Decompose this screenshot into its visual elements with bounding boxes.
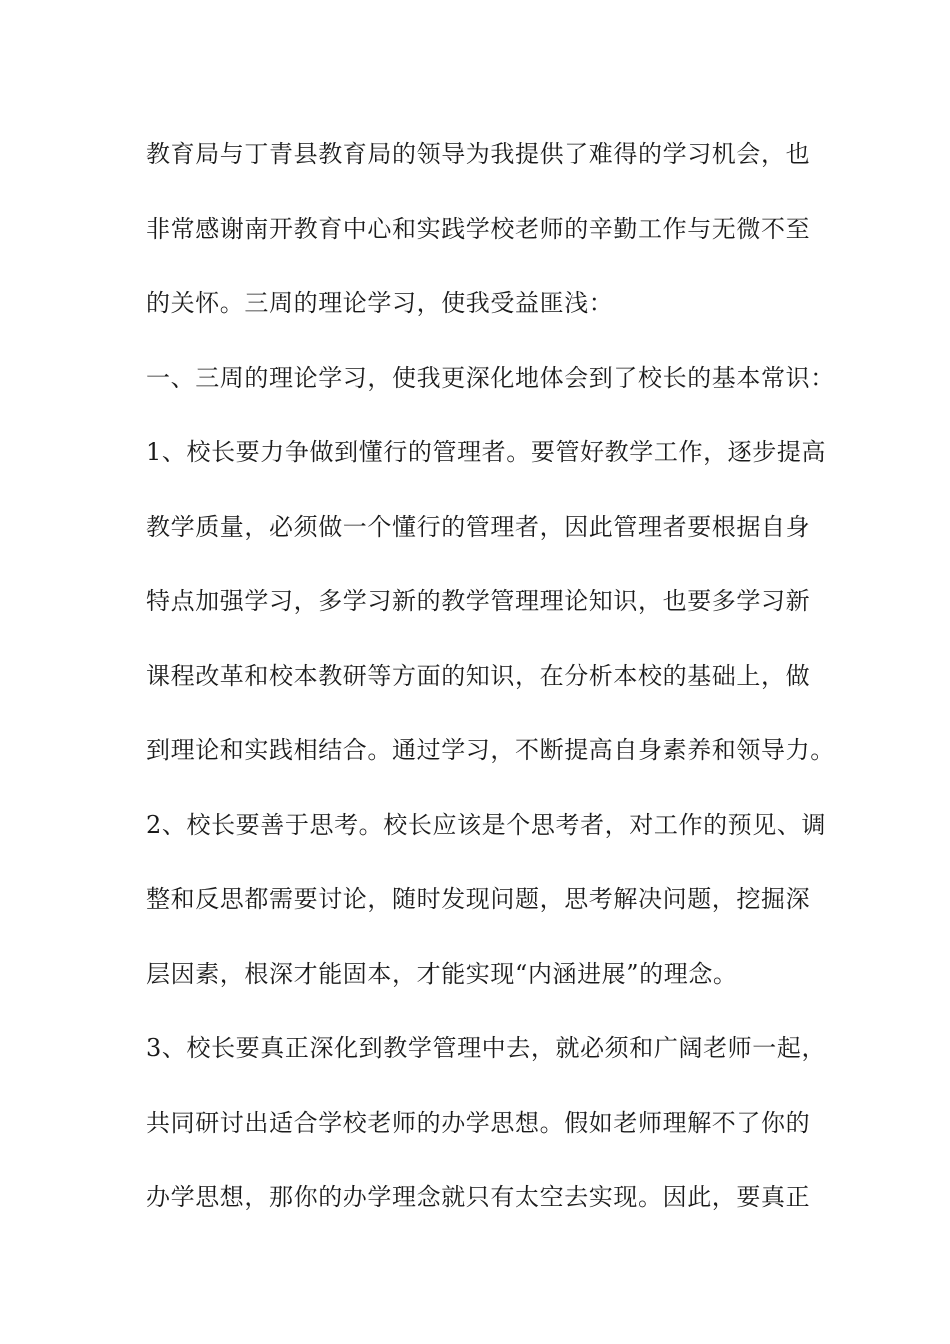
text-line: 共同研讨出适合学校老师的办学思想。假如老师理解不了你的 xyxy=(146,1108,811,1137)
text-line: 非常感谢南开教育中心和实践学校老师的辛勤工作与无微不至 xyxy=(146,214,811,243)
text-line: 课程改革和校本教研等方面的知识，在分析本校的基础上，做 xyxy=(146,661,811,690)
text-line: 教育局与丁青县教育局的领导为我提供了难得的学习机会，也 xyxy=(146,140,811,168)
text-line: 层因素，根深才能固本，才能实现“内涵进展”的理念。 xyxy=(146,959,738,988)
text-line: 3、校长要真正深化到教学管理中去，就必须和广阔老师一起， xyxy=(146,1034,827,1062)
text-line: 2、校长要善于思考。校长应该是个思考者，对工作的预见、调 xyxy=(146,810,827,839)
text-line: 办学思想，那你的办学理念就只有太空去实现。因此，要真正 xyxy=(146,1183,811,1211)
text-line: 教学质量，必须做一个懂行的管理者，因此管理者要根据自身 xyxy=(146,512,811,541)
text-line: 1、校长要力争做到懂行的管理者。要管好教学工作，逐步提高 xyxy=(146,438,827,466)
text-line: 特点加强学习，多学习新的教学管理理论知识，也要多学习新 xyxy=(146,587,811,615)
document-body xyxy=(146,130,835,1248)
text-line: 到理论和实践相结合。通过学习，不断提高自身素养和领导力。 xyxy=(146,736,835,764)
text-line: 整和反思都需要讨论，随时发现问题，思考解决问题，挖掘深 xyxy=(146,885,811,913)
section-heading: 一、三周的理论学习，使我更深化地体会到了校长的基本常识： xyxy=(146,363,835,392)
text-line: 的关怀。三周的理论学习，使我受益匪浅： xyxy=(146,289,614,317)
